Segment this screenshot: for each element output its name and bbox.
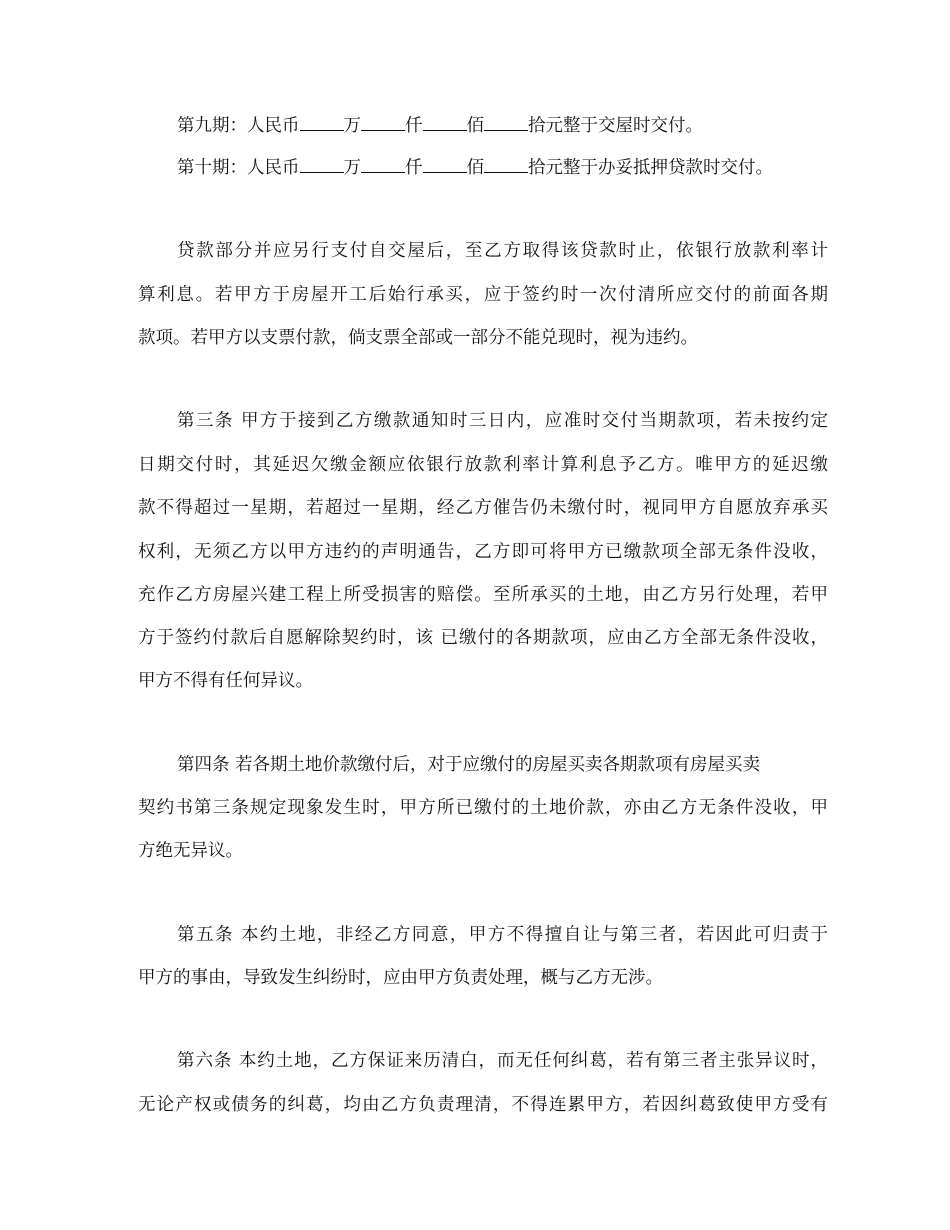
article3-line: 方于签约付款后自愿解除契约时，该 已缴付的各期款项，应由乙方全部无条件没收， xyxy=(138,628,828,648)
amount-blank-qian[interactable] xyxy=(361,114,405,131)
article4-line: 第四条 若各期土地价款缴付后，对于应缴付的房屋买卖各期款项有房屋买卖 xyxy=(177,755,761,775)
unit-wan: 万 xyxy=(343,158,361,178)
article4-line: 契约书第三条规定现象发生时，甲方所已缴付的土地价款，亦由乙方无条件没收，甲 xyxy=(138,798,828,818)
article3-line: 日期交付时，其延迟欠缴金额应依银行放款利率计算利息予乙方。唯甲方的延迟缴 xyxy=(138,455,828,475)
article3-line: 款不得超过一星期，若超过一星期，经乙方催告仍未缴付时，视同甲方自愿放弃承买 xyxy=(138,498,828,518)
unit-wan: 万 xyxy=(343,116,361,136)
article6-line: 无论产权或债务的纠葛，均由乙方负责理清，不得连累甲方，若因纠葛致使甲方受有 xyxy=(138,1095,828,1115)
article3-line: 权利，无须乙方以甲方违约的声明通告，乙方即可将甲方已缴款项全部无条件没收， xyxy=(138,542,828,562)
amount-blank-shi[interactable] xyxy=(484,114,528,131)
amount-blank-shi[interactable] xyxy=(484,156,528,173)
amount-blank-wan[interactable] xyxy=(300,156,344,173)
tenth-installment-suffix: 拾元整于办妥抵押贷款时交付。 xyxy=(528,158,773,178)
article3-line: 第三条 甲方于接到乙方缴款通知时三日内，应准时交付当期款项，若未按约定 xyxy=(177,411,828,431)
ninth-installment-prefix: 第九期：人民币 xyxy=(177,116,300,136)
article6-line: 第六条 本约土地，乙方保证来历清白，而无任何纠葛，若有第三者主张异议时， xyxy=(177,1051,828,1071)
unit-qian: 仟 xyxy=(405,158,423,178)
unit-bai: 佰 xyxy=(466,158,484,178)
unit-qian: 仟 xyxy=(405,116,423,136)
loan-paragraph-line: 款项。若甲方以支票付款，倘支票全部或一部分不能兑现时，视为违约。 xyxy=(138,328,698,348)
article5-line: 甲方的事由，导致发生纠纷时，应由甲方负责处理，概与乙方无涉。 xyxy=(138,968,663,988)
loan-paragraph-line: 算利息。若甲方于房屋开工后始行承买，应于签约时一次付清所应交付的前面各期 xyxy=(138,285,828,305)
article3-line: 充作乙方房屋兴建工程上所受损害的赔偿。至所承买的土地，由乙方另行处理，若甲 xyxy=(138,585,828,605)
amount-blank-bai[interactable] xyxy=(423,156,467,173)
ninth-installment-line xyxy=(138,114,828,137)
amount-blank-qian[interactable] xyxy=(361,156,405,173)
article5-line: 第五条 本约土地，非经乙方同意，甲方不得擅自让与第三者，若因此可归责于 xyxy=(177,925,828,945)
tenth-installment-line xyxy=(138,156,828,179)
amount-blank-bai[interactable] xyxy=(423,114,467,131)
article3-line: 甲方不得有任何异议。 xyxy=(138,671,313,691)
ninth-installment-suffix: 拾元整于交屋时交付。 xyxy=(528,116,703,136)
tenth-installment-prefix: 第十期：人民币 xyxy=(177,158,300,178)
amount-blank-wan[interactable] xyxy=(300,114,344,131)
unit-bai: 佰 xyxy=(466,116,484,136)
loan-paragraph-line: 贷款部分并应另行支付自交屋后，至乙方取得该贷款时止，依银行放款利率计 xyxy=(177,241,828,261)
article4-line: 方绝无异议。 xyxy=(138,841,243,861)
